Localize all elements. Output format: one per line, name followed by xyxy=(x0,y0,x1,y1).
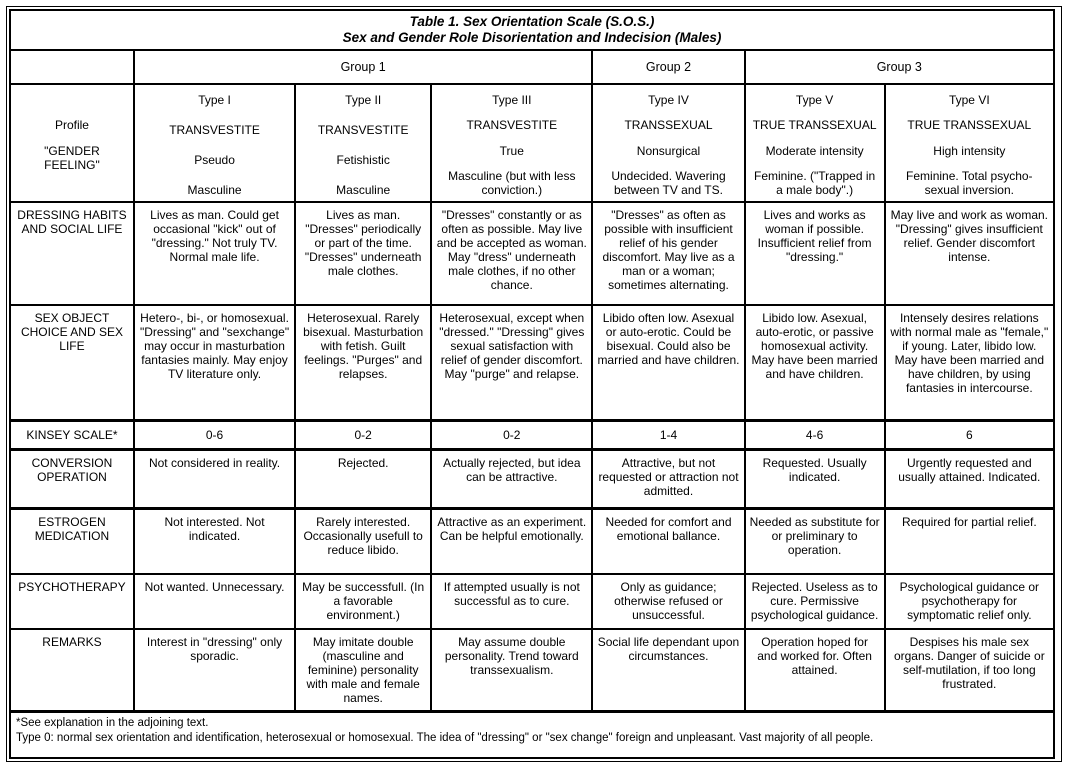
sex-orientation-scale-table xyxy=(9,9,1055,759)
data-cell: May assume double personality. Trend toward transsexualism. xyxy=(431,629,592,712)
data-cell: Libido low. Asexual, auto-erotic, or passive homosexual activity. May have been married and have children. xyxy=(745,305,885,421)
type-name: TRUE TRANSSEXUAL xyxy=(752,118,877,133)
row-header: DRESSING HABITS AND SOCIAL LIFE xyxy=(10,202,134,305)
type-subtype: Moderate intensity xyxy=(765,143,864,158)
data-cell: Hetero-, bi-, or homosexual. "Dressing" and "sexchange" may occur in masturbation fantasies mainly. May enjoy TV literature only. xyxy=(134,305,295,421)
type-name: TRUE TRANSSEXUAL xyxy=(907,118,1032,133)
footnote-line2: Type 0: normal sex orientation and identification, heterosexual or homosexual. The idea of "dressing" or "sex change" foreign and unpleasant. Vast majority of all people. xyxy=(16,732,874,744)
profile-label: Profile xyxy=(54,118,89,133)
type-feeling: Masculine (but with less conviction.) xyxy=(448,168,576,197)
data-cell: Operation hoped for and worked for. Often attained. xyxy=(745,629,885,712)
type-feeling: Masculine xyxy=(336,183,391,197)
type-cell-2 xyxy=(295,84,431,202)
data-cell: May imitate double (masculine and feminine) personality with male and female names. xyxy=(295,629,431,712)
data-cell: "Dresses" constantly or as often as possible. May live and be accepted as woman. May "dress" underneath male clothes, if no other chance. xyxy=(431,202,592,305)
type-name: TRANSSEXUAL xyxy=(624,118,713,133)
group-header-spacer xyxy=(10,50,134,84)
data-cell: Needed as substitute for or preliminary to operation. xyxy=(745,509,885,575)
type-label: Type II xyxy=(345,93,382,107)
data-cell: Heterosexual, except when "dressed." "Dressing" gives sexual satisfaction with relief of gender discomfort. May "purge" and relapse. xyxy=(431,305,592,421)
type-name: TRANSVESTITE xyxy=(169,123,260,137)
data-cell: Rarely interested. Occasionally usefull to reduce libido. xyxy=(295,509,431,575)
footnote-cell xyxy=(10,712,1054,759)
data-cell: Not interested. Not indicated. xyxy=(134,509,295,575)
row-header: ESTROGEN MEDICATION xyxy=(10,509,134,575)
data-cell: May live and work as woman. "Dressing" gives insufficient relief. Gender discomfort intense. xyxy=(885,202,1054,305)
data-cell: Needed for comfort and emotional ballance. xyxy=(592,509,744,575)
data-cell: Requested. Usually indicated. xyxy=(745,450,885,509)
row-header: KINSEY SCALE* xyxy=(10,421,134,450)
data-cell: 0-2 xyxy=(295,421,431,450)
table-row-psychotherapy xyxy=(10,574,1054,629)
table-row-conversion-operation xyxy=(10,450,1054,509)
data-cell: Lives as man. "Dresses" periodically or part of the time. "Dresses" underneath male clothes. xyxy=(295,202,431,305)
type-feeling: Masculine xyxy=(187,183,242,197)
table-row-estrogen-medication xyxy=(10,509,1054,575)
data-cell: Urgently requested and usually attained. Indicated. xyxy=(885,450,1054,509)
type-label: Type V xyxy=(795,93,834,107)
data-cell: 0-6 xyxy=(134,421,295,450)
type-name: TRANSVESTITE xyxy=(466,118,558,133)
data-cell: Rejected. xyxy=(295,450,431,509)
data-cell: "Dresses" as often as possible with insufficient relief of his gender discomfort. May live as a man or a woman; sometimes alternating. xyxy=(592,202,744,305)
type-cell-6 xyxy=(885,84,1054,202)
type-subtype: Nonsurgical xyxy=(636,143,701,158)
data-cell: Required for partial relief. xyxy=(885,509,1054,575)
profile-spacer xyxy=(15,93,129,107)
data-cell: Attractive, but not requested or attraction not admitted. xyxy=(592,450,744,509)
type-label: Type VI xyxy=(948,93,990,107)
type-cell-1 xyxy=(134,84,295,202)
type-subtype: Pseudo xyxy=(194,153,235,167)
data-cell: Only as guidance; otherwise refused or unsuccessful. xyxy=(592,574,744,629)
gender-feeling-label: "GENDER FEELING" xyxy=(44,143,100,172)
type-feeling: Feminine. ("Trapped in a male body".) xyxy=(753,168,876,197)
data-cell: May be successfull. (In a favorable environment.) xyxy=(295,574,431,629)
type-label: Type III xyxy=(492,93,532,107)
data-cell: Lives and works as woman if possible. Insufficient relief from "dressing." xyxy=(745,202,885,305)
data-cell: Interest in "dressing" only sporadic. xyxy=(134,629,295,712)
data-cell: Libido often low. Asexual or auto-erotic. Could be bisexual. Could also be married and have children. xyxy=(592,305,744,421)
type-subtype: Fetishistic xyxy=(336,153,390,167)
row-header: PSYCHOTHERAPY xyxy=(10,574,134,629)
table-row-sex-object-choice xyxy=(10,305,1054,421)
table-title-line2: Sex and Gender Role Disorientation and Indecision (Males) xyxy=(342,30,722,45)
row-header: SEX OBJECT CHOICE AND SEX LIFE xyxy=(10,305,134,421)
data-cell: Lives as man. Could get occasional "kick" out of "dressing." Not truly TV. Normal male life. xyxy=(134,202,295,305)
data-cell: Actually rejected, but idea can be attractive. xyxy=(431,450,592,509)
profile-spacer xyxy=(15,183,129,197)
type-feeling: Feminine. Total psycho-sexual inversion. xyxy=(906,168,1033,197)
table-frame xyxy=(6,6,1062,762)
footnote-line1: *See explanation in the adjoining text. xyxy=(16,717,209,729)
group-header-row xyxy=(10,50,1054,84)
data-cell: 0-2 xyxy=(431,421,592,450)
group-header-1: Group 1 xyxy=(134,50,592,84)
row-header: REMARKS xyxy=(10,629,134,712)
data-cell: 1-4 xyxy=(592,421,744,450)
data-cell: Intensely desires relations with normal male as "female," if young. Later, libido low. May have been married and have children, by using fantasies in intercourse. xyxy=(885,305,1054,421)
type-feeling: Undecided. Wavering between TV and TS. xyxy=(611,168,726,197)
data-cell: 4-6 xyxy=(745,421,885,450)
type-label: Type I xyxy=(198,93,231,107)
type-cell-5 xyxy=(745,84,885,202)
data-cell: Rejected. Useless as to cure. Permissive psychological guidance. xyxy=(745,574,885,629)
table-title-line1: Table 1. Sex Orientation Scale (S.O.S.) xyxy=(409,14,655,29)
type-cell-3 xyxy=(431,84,592,202)
footnote-row xyxy=(10,712,1054,759)
profile-row-header xyxy=(10,84,134,202)
data-cell: 6 xyxy=(885,421,1054,450)
data-cell: If attempted usually is not successful as to cure. xyxy=(431,574,592,629)
type-subtype: High intensity xyxy=(933,143,1006,158)
type-name: TRANSVESTITE xyxy=(317,123,409,137)
data-cell: Not considered in reality. xyxy=(134,450,295,509)
table-row-kinsey-scale xyxy=(10,421,1054,450)
type-label: Type IV xyxy=(648,93,689,107)
type-subtype: True xyxy=(499,143,524,158)
table-row-dressing-habits xyxy=(10,202,1054,305)
type-cell-4 xyxy=(592,84,744,202)
data-cell: Not wanted. Unnecessary. xyxy=(134,574,295,629)
group-header-2: Group 2 xyxy=(592,50,744,84)
profile-row xyxy=(10,84,1054,202)
table-title-row xyxy=(10,10,1054,50)
data-cell: Psychological guidance or psychotherapy for symptomatic relief only. xyxy=(885,574,1054,629)
data-cell: Attractive as an experiment. Can be helpful emotionally. xyxy=(431,509,592,575)
data-cell: Social life dependant upon circumstances. xyxy=(592,629,744,712)
data-cell: Heterosexual. Rarely bisexual. Masturbation with fetish. Guilt feelings. "Purges" and relapses. xyxy=(295,305,431,421)
table-title xyxy=(10,10,1054,50)
group-header-3: Group 3 xyxy=(745,50,1054,84)
data-cell: Despises his male sex organs. Danger of suicide or self-mutilation, if too long frustrated. xyxy=(885,629,1054,712)
table-row-remarks xyxy=(10,629,1054,712)
row-header: CONVERSION OPERATION xyxy=(10,450,134,509)
